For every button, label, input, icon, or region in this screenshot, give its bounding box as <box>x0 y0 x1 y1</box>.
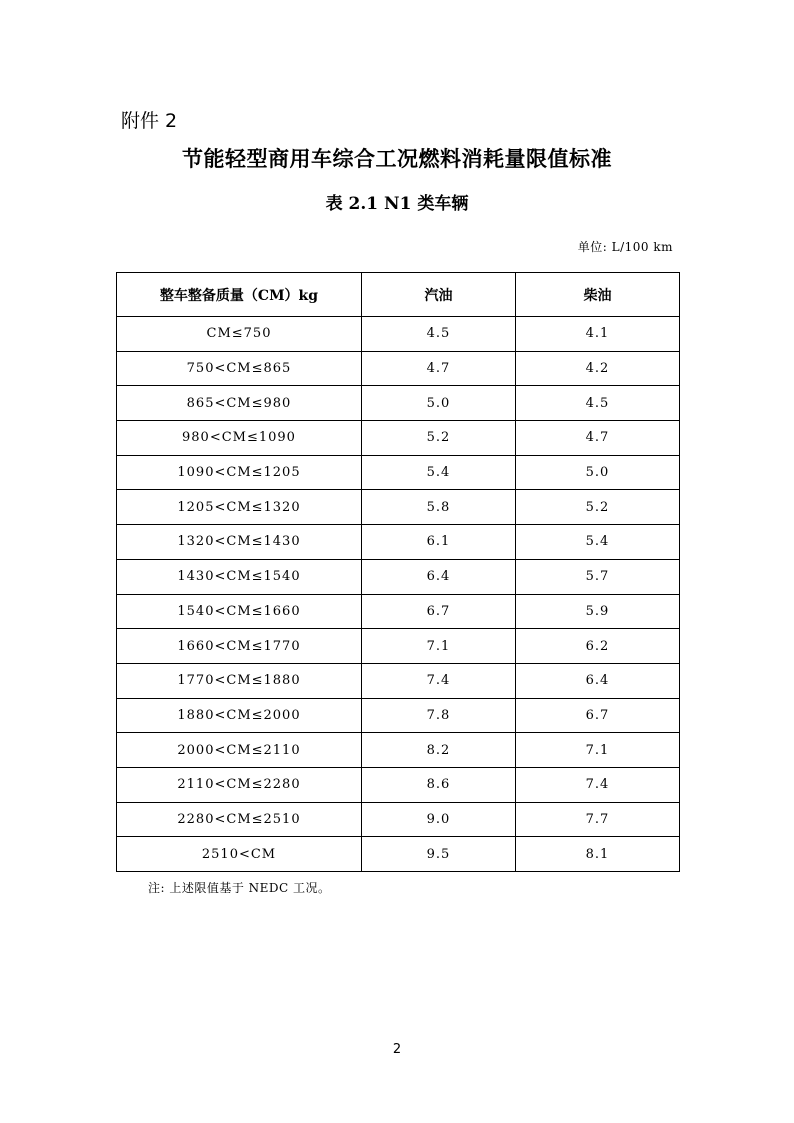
cell-gasoline: 8.6 <box>362 767 516 802</box>
table-row <box>117 837 680 872</box>
table-row <box>117 386 680 421</box>
cell-diesel: 6.4 <box>516 663 680 698</box>
cell-gasoline: 4.5 <box>362 317 516 352</box>
cell-gasoline: 6.4 <box>362 559 516 594</box>
document-title: 节能轻型商用车综合工况燃料消耗量限值标准 <box>182 146 612 171</box>
cell-diesel: 8.1 <box>516 837 680 872</box>
cell-mass-range: 1090<CM≤1205 <box>117 455 362 490</box>
cell-gasoline: 8.2 <box>362 733 516 768</box>
cell-diesel: 7.1 <box>516 733 680 768</box>
attachment-label: 附件 2 <box>121 110 178 132</box>
cell-diesel: 6.2 <box>516 629 680 664</box>
cell-gasoline: 7.1 <box>362 629 516 664</box>
table-body <box>117 317 680 872</box>
cell-mass-range: CM≤750 <box>117 317 362 352</box>
cell-mass-range: 2110<CM≤2280 <box>117 767 362 802</box>
table-row <box>117 351 680 386</box>
table-row <box>117 455 680 490</box>
table-row <box>117 802 680 837</box>
cell-gasoline: 6.1 <box>362 525 516 560</box>
table-row <box>117 767 680 802</box>
table-title: 表 2.1 N1 类车辆 <box>325 194 469 214</box>
cell-mass-range: 2000<CM≤2110 <box>117 733 362 768</box>
cell-diesel: 5.4 <box>516 525 680 560</box>
header-gasoline: 汽油 <box>362 273 516 317</box>
cell-diesel: 6.7 <box>516 698 680 733</box>
header-curb-mass: 整车整备质量（CM）kg <box>117 273 362 317</box>
table-row <box>117 629 680 664</box>
table-row <box>117 698 680 733</box>
table-note: 注: 上述限值基于 NEDC 工况。 <box>148 881 331 895</box>
cell-diesel: 4.5 <box>516 386 680 421</box>
cell-mass-range: 1205<CM≤1320 <box>117 490 362 525</box>
cell-gasoline: 5.4 <box>362 455 516 490</box>
cell-gasoline: 6.7 <box>362 594 516 629</box>
table-row <box>117 733 680 768</box>
cell-diesel: 4.2 <box>516 351 680 386</box>
table-row <box>117 421 680 456</box>
page-number: 2 <box>392 1042 402 1057</box>
cell-mass-range: 1320<CM≤1430 <box>117 525 362 560</box>
cell-mass-range: 1430<CM≤1540 <box>117 559 362 594</box>
cell-gasoline: 5.8 <box>362 490 516 525</box>
cell-mass-range: 1660<CM≤1770 <box>117 629 362 664</box>
cell-gasoline: 7.4 <box>362 663 516 698</box>
cell-mass-range: 1540<CM≤1660 <box>117 594 362 629</box>
cell-diesel: 5.0 <box>516 455 680 490</box>
cell-gasoline: 9.5 <box>362 837 516 872</box>
cell-mass-range: 1880<CM≤2000 <box>117 698 362 733</box>
cell-mass-range: 980<CM≤1090 <box>117 421 362 456</box>
table-row <box>117 663 680 698</box>
header-diesel: 柴油 <box>516 273 680 317</box>
table-row <box>117 525 680 560</box>
cell-gasoline: 4.7 <box>362 351 516 386</box>
cell-diesel: 4.1 <box>516 317 680 352</box>
cell-gasoline: 5.2 <box>362 421 516 456</box>
fuel-consumption-table <box>116 272 680 872</box>
cell-gasoline: 5.0 <box>362 386 516 421</box>
cell-diesel: 7.7 <box>516 802 680 837</box>
cell-mass-range: 2280<CM≤2510 <box>117 802 362 837</box>
cell-diesel: 7.4 <box>516 767 680 802</box>
table-row <box>117 559 680 594</box>
cell-mass-range: 865<CM≤980 <box>117 386 362 421</box>
cell-diesel: 4.7 <box>516 421 680 456</box>
unit-label: 单位: L/100 km <box>577 240 673 254</box>
cell-gasoline: 7.8 <box>362 698 516 733</box>
cell-diesel: 5.7 <box>516 559 680 594</box>
cell-mass-range: 2510<CM <box>117 837 362 872</box>
table-row <box>117 594 680 629</box>
table-header-row <box>117 273 680 317</box>
cell-mass-range: 1770<CM≤1880 <box>117 663 362 698</box>
cell-diesel: 5.9 <box>516 594 680 629</box>
cell-mass-range: 750<CM≤865 <box>117 351 362 386</box>
cell-gasoline: 9.0 <box>362 802 516 837</box>
table-row <box>117 490 680 525</box>
cell-diesel: 5.2 <box>516 490 680 525</box>
table-row <box>117 317 680 352</box>
